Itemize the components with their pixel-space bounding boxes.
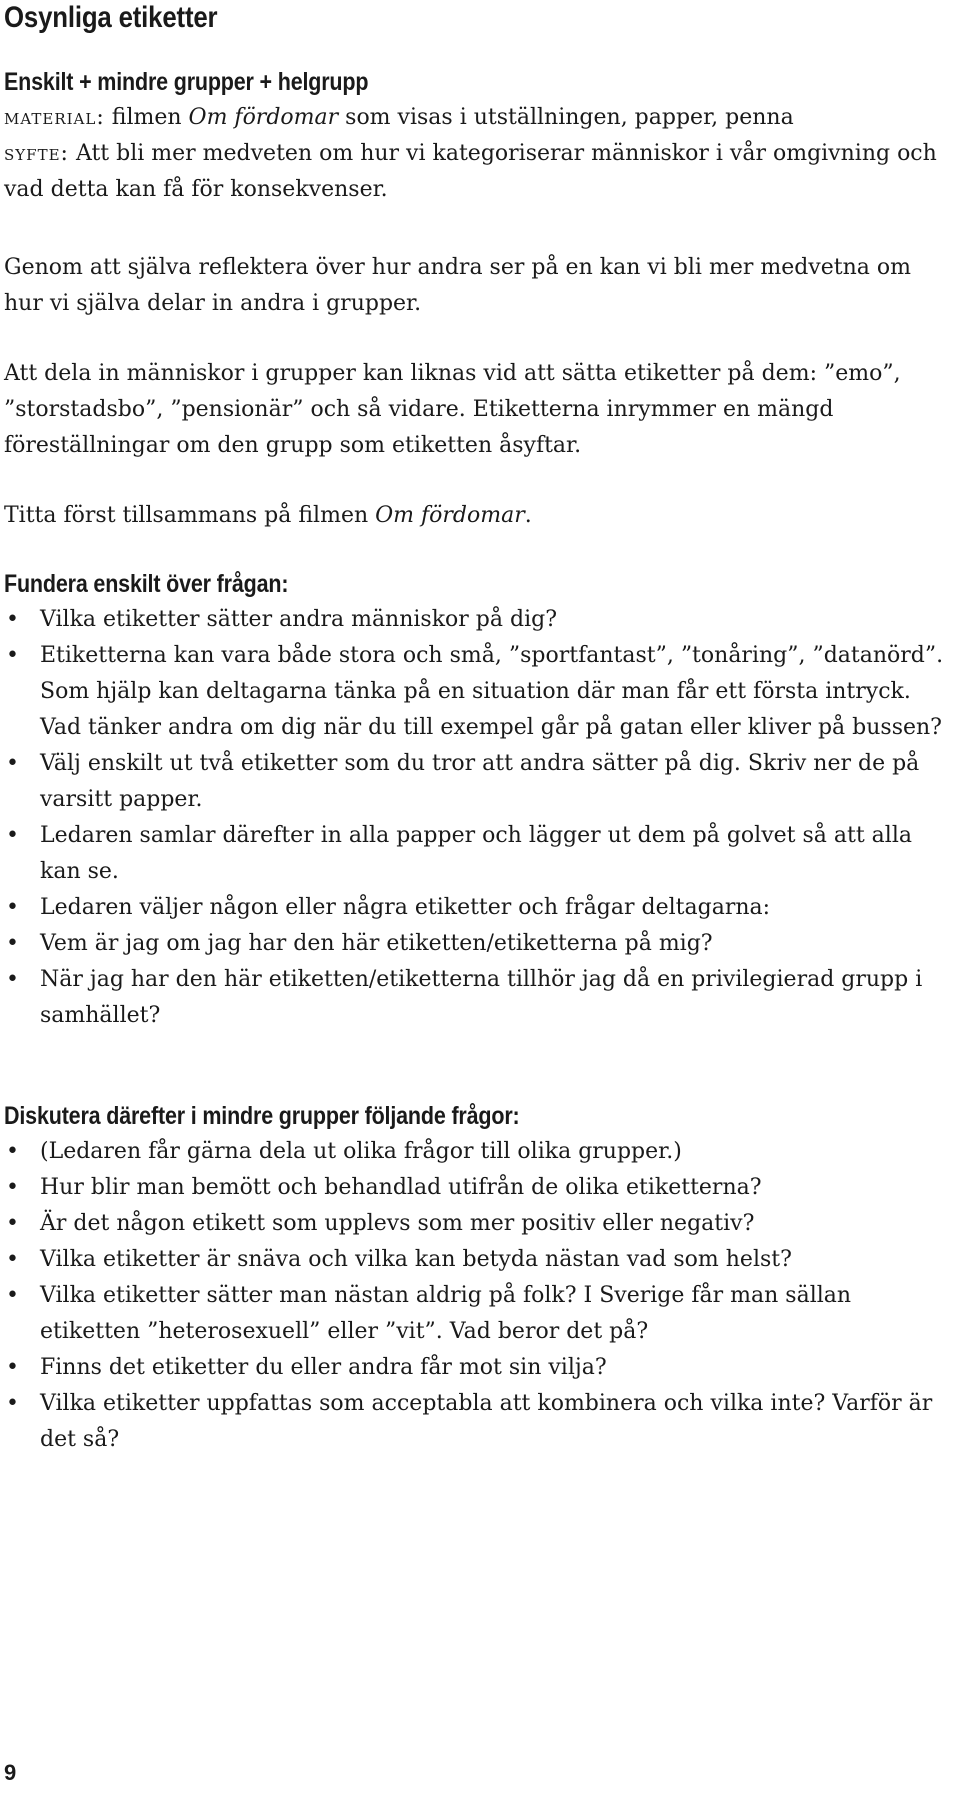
material-post: som visas i utställningen, papper, penna bbox=[338, 105, 794, 130]
list-item: • Ledaren samlar därefter in alla papper och lägger ut dem på golvet så att alla kan se. bbox=[4, 818, 944, 890]
film-title: Om fördomar bbox=[375, 503, 525, 528]
syfte-label: syfte: bbox=[4, 141, 69, 166]
reflect-heading: Fundera enskilt över frågan: bbox=[4, 570, 289, 598]
discuss-section bbox=[4, 1098, 944, 1458]
list-item: • Vilka etiketter sätter man nästan aldrig på folk? I Sverige får man sällan etiketten ”heterosexuell” eller ”vit”. Vad beror det på? bbox=[4, 1278, 944, 1350]
page-number: 9 bbox=[4, 1760, 17, 1785]
discuss-heading: Diskutera därefter i mindre grupper följande frågor: bbox=[4, 1102, 520, 1130]
list-item: • Vilka etiketter sätter andra människor på dig? bbox=[4, 602, 944, 638]
paragraph-labels: Att dela in människor i grupper kan liknas vid att sätta etiketter på dem: ”emo”, ”storstadsbo”, ”pensionär” och så vidare. Etiketterna inrymmer en mängd föreställningar om den grupp som etiketten åsyftar. bbox=[4, 361, 901, 458]
list-item: • Ledaren väljer någon eller några etiketter och frågar deltagarna: bbox=[4, 890, 944, 926]
section-intro bbox=[4, 64, 944, 208]
material-line bbox=[4, 100, 944, 136]
section-heading: Enskilt + mindre grupper + helgrupp bbox=[4, 68, 369, 96]
list-item: • Finns det etiketter du eller andra får mot sin vilja? bbox=[4, 1350, 944, 1386]
list-item: • Välj enskilt ut två etiketter som du tror att andra sätter på dig. Skriv ner de på varsitt papper. bbox=[4, 746, 944, 818]
list-item: • Hur blir man bemött och behandlad utifrån de olika etiketterna? bbox=[4, 1170, 944, 1206]
list-item: • Är det någon etikett som upplevs som mer positiv eller negativ? bbox=[4, 1206, 944, 1242]
list-item: • Vilka etiketter uppfattas som acceptabla att kombinera och vilka inte? Varför är det så? bbox=[4, 1386, 944, 1458]
material-film-title: Om fördomar bbox=[188, 105, 339, 130]
page-title: Osynliga etiketter bbox=[4, 1, 218, 34]
list-item: • (Ledaren får gärna dela ut olika frågor till olika grupper.) bbox=[4, 1134, 944, 1170]
list-item: • Etiketterna kan vara både stora och små, ”sportfantast”, ”tonåring”, ”datanörd”. Som hjälp kan deltagarna tänka på en situation där man får ett första intryck. Vad tänker andra om dig när du till exempel går på gatan eller kliver på bussen? bbox=[4, 638, 944, 746]
paragraph-film bbox=[4, 498, 944, 534]
list-item: • Vem är jag om jag har den här etiketten/etiketterna på mig? bbox=[4, 926, 944, 962]
reflect-section bbox=[4, 566, 944, 1034]
syfte-line bbox=[4, 136, 944, 208]
film-end: . bbox=[524, 503, 532, 528]
material-label: material: bbox=[4, 105, 105, 130]
paragraph-reflect: Genom att själva reflektera över hur andra ser på en kan vi bli mer medvetna om hur vi själva delar in andra i grupper. bbox=[4, 255, 911, 316]
list-item: • När jag har den här etiketten/etiketterna tillhör jag då en privilegierad grupp i samhället? bbox=[4, 962, 944, 1034]
material-pre: filmen bbox=[111, 105, 189, 130]
discuss-list bbox=[4, 1134, 944, 1458]
reflect-list bbox=[4, 602, 944, 1034]
film-intro: Titta först tillsammans på filmen bbox=[4, 503, 376, 528]
syfte-text: Att bli mer medveten om hur vi kategoriserar människor i vår omgivning och vad detta kan få för konsekvenser. bbox=[4, 141, 937, 202]
list-item: • Vilka etiketter är snäva och vilka kan betyda nästan vad som helst? bbox=[4, 1242, 944, 1278]
